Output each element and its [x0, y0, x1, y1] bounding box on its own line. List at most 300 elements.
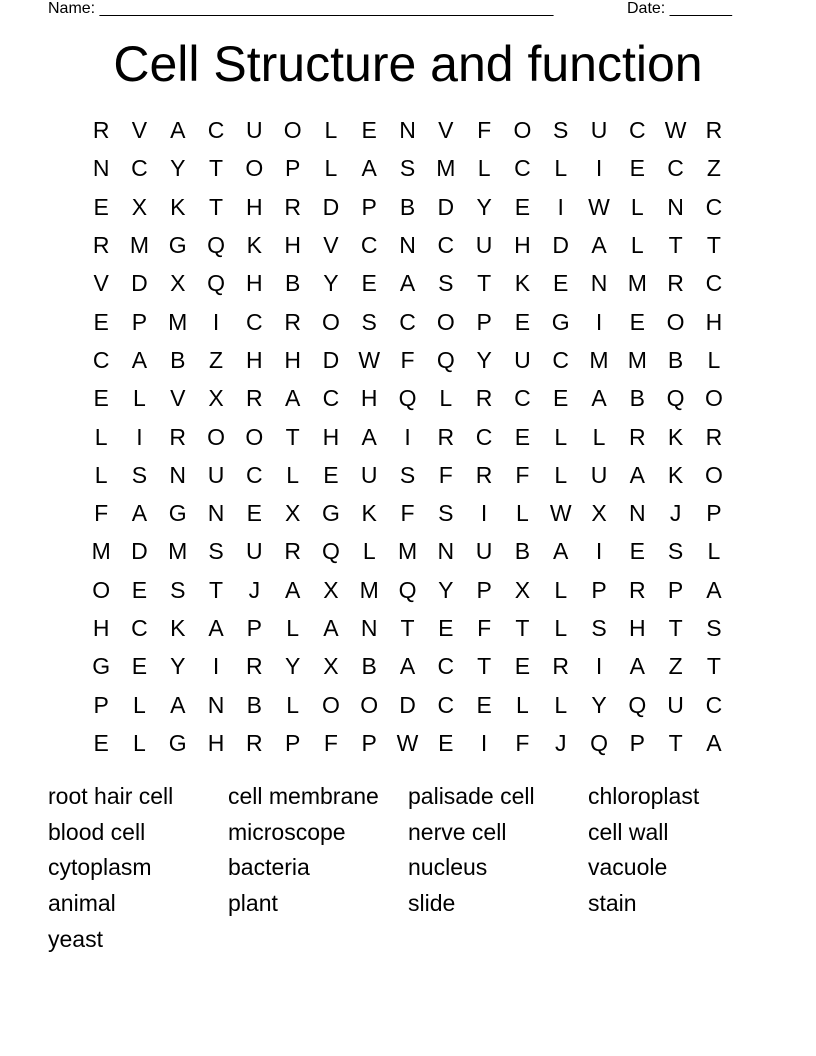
grid-letter: B	[170, 346, 186, 373]
grid-row	[82, 264, 733, 302]
grid-letter: I	[136, 423, 143, 450]
grid-letter: S	[553, 117, 569, 144]
grid-letter: M	[168, 538, 188, 565]
grid-letter: B	[667, 346, 684, 373]
grid-letter: R	[284, 308, 301, 335]
grid-letter: E	[514, 423, 531, 450]
grid-letter: N	[399, 117, 416, 144]
grid-letter: E	[629, 155, 645, 182]
grid-letter: C	[322, 385, 340, 412]
grid-letter: V	[93, 270, 109, 297]
grid-letter: V	[323, 232, 339, 259]
grid-letter: I	[595, 653, 603, 680]
grid-letter: I	[595, 308, 603, 335]
grid-letter: L	[516, 691, 529, 718]
grid-letter: T	[285, 423, 300, 450]
grid-row	[82, 111, 733, 149]
grid-letter: X	[131, 193, 148, 220]
grid-letter: C	[514, 385, 531, 412]
grid-letter: L	[133, 691, 146, 718]
grid-letter: O	[704, 385, 723, 412]
grid-letter: G	[92, 653, 111, 680]
grid-letter: P	[591, 576, 607, 603]
grid-letter: Z	[706, 155, 721, 182]
grid-letter: P	[246, 615, 262, 641]
grid-row	[82, 149, 733, 187]
grid-letter: P	[361, 193, 377, 220]
grid-letter: H	[284, 346, 301, 373]
grid-letter: W	[588, 193, 610, 220]
grid-letter: K	[170, 615, 186, 641]
grid-letter: Q	[666, 385, 685, 412]
grid-letter: M	[359, 576, 379, 603]
grid-letter: V	[170, 385, 186, 412]
grid-letter: B	[284, 270, 301, 297]
word-list-item: animal	[48, 890, 116, 917]
grid-letter: E	[93, 193, 109, 220]
grid-letter: O	[321, 691, 340, 718]
grid-row	[82, 226, 733, 264]
grid-letter: O	[245, 155, 264, 182]
grid-letter: E	[93, 308, 109, 335]
grid-letter: N	[169, 461, 187, 488]
grid-letter: A	[629, 653, 645, 680]
grid-letter: Q	[398, 385, 417, 412]
grid-letter: S	[131, 461, 148, 488]
grid-letter: U	[475, 538, 493, 565]
grid-letter: C	[92, 346, 110, 373]
grid-letter: P	[476, 308, 492, 335]
grid-letter: O	[321, 308, 340, 335]
grid-letter: L	[707, 538, 721, 565]
grid-letter: L	[286, 461, 300, 488]
grid-letter: S	[438, 270, 454, 297]
grid-letter: R	[437, 423, 455, 450]
word-list-item: chloroplast	[588, 783, 700, 809]
grid-letter: P	[706, 500, 722, 527]
grid-letter: C	[437, 691, 455, 718]
grid-letter: W	[358, 346, 381, 373]
grid-letter: Y	[170, 653, 186, 680]
grid-letter: Y	[476, 346, 492, 373]
grid-letter: X	[323, 576, 339, 603]
grid-letter: L	[707, 346, 721, 373]
grid-letter: N	[207, 500, 225, 527]
grid-letter: U	[246, 117, 263, 144]
grid-letter: L	[592, 423, 606, 450]
grid-letter: X	[514, 576, 531, 603]
grid-letter: U	[667, 691, 684, 718]
grid-letter: I	[212, 308, 220, 335]
grid-letter: L	[554, 576, 568, 603]
grid-letter: O	[283, 117, 302, 144]
grid-letter: X	[323, 653, 339, 680]
grid-letter: A	[131, 346, 148, 373]
grid-letter: Z	[668, 653, 683, 680]
word-list-item: slide	[408, 890, 456, 917]
grid-letter: W	[549, 500, 572, 527]
grid-row	[82, 456, 733, 494]
grid-letter: H	[628, 615, 646, 641]
grid-letter: C	[360, 232, 378, 259]
grid-letter: R	[475, 385, 493, 412]
grid-letter: Y	[170, 155, 186, 182]
grid-letter: I	[480, 500, 488, 527]
grid-letter: I	[480, 729, 488, 756]
word-list-item: stain	[588, 890, 637, 917]
grid-letter: L	[630, 193, 644, 220]
grid-letter: A	[361, 423, 377, 450]
grid-letter: G	[168, 500, 187, 527]
grid-letter: C	[705, 270, 723, 297]
grid-row	[82, 647, 733, 685]
date-field-label: Date: _______	[627, 0, 732, 17]
grid-letter: T	[706, 653, 721, 680]
grid-letter: P	[476, 576, 492, 603]
grid-letter: Q	[398, 576, 417, 603]
grid-letter: D	[552, 232, 570, 259]
word-list-item: nucleus	[408, 854, 488, 881]
grid-letter: T	[400, 615, 415, 641]
grid-letter: J	[669, 500, 682, 527]
grid-letter: T	[668, 729, 683, 756]
grid-letter: R	[552, 653, 570, 680]
grid-letter: C	[399, 308, 416, 335]
grid-letter: N	[360, 615, 378, 641]
grid-letter: N	[590, 270, 608, 297]
grid-letter: N	[667, 193, 684, 220]
grid-letter: X	[170, 270, 186, 297]
grid-row	[82, 609, 733, 647]
grid-letter: S	[706, 615, 722, 641]
grid-letter: E	[514, 308, 531, 335]
grid-letter: H	[246, 346, 263, 373]
grid-letter: O	[207, 423, 225, 450]
grid-letter: H	[360, 385, 378, 412]
grid-row	[82, 188, 733, 226]
word-list-item: vacuole	[588, 854, 668, 881]
grid-letter: G	[168, 729, 187, 756]
grid-letter: L	[324, 155, 338, 182]
grid-letter: U	[246, 538, 263, 565]
grid-letter: R	[246, 729, 263, 756]
grid-letter: A	[170, 117, 186, 144]
grid-letter: A	[706, 729, 722, 756]
grid-row	[82, 302, 733, 340]
grid-letter: S	[170, 576, 186, 603]
grid-letter: W	[664, 117, 687, 144]
grid-letter: Y	[438, 576, 454, 603]
grid-row	[82, 685, 733, 723]
grid-letter: L	[362, 538, 376, 565]
grid-letter: U	[590, 461, 608, 488]
name-field-label: Name: ___________________________________________________	[48, 0, 554, 17]
word-list-item: palisade cell	[408, 783, 535, 809]
grid-letter: O	[92, 576, 111, 603]
grid-letter: J	[248, 576, 261, 603]
grid-letter: H	[705, 308, 723, 335]
grid-letter: S	[591, 615, 607, 641]
grid-letter: O	[513, 117, 532, 144]
grid-letter: F	[94, 500, 109, 527]
grid-letter: U	[475, 232, 493, 259]
grid-letter: A	[284, 385, 301, 412]
grid-letter: O	[666, 308, 685, 335]
grid-letter: J	[554, 729, 567, 756]
grid-letter: X	[284, 500, 301, 527]
grid-letter: I	[212, 653, 220, 680]
grid-letter: F	[477, 117, 492, 144]
grid-letter: E	[514, 653, 531, 680]
grid-row	[82, 571, 733, 609]
grid-letter: U	[514, 346, 531, 373]
grid-letter: L	[554, 423, 568, 450]
grid-letter: H	[514, 232, 531, 259]
grid-letter: R	[628, 576, 646, 603]
grid-letter: Y	[284, 653, 301, 680]
grid-letter: L	[439, 385, 453, 412]
grid-letter: L	[554, 155, 568, 182]
grid-letter: S	[399, 155, 416, 182]
grid-letter: I	[404, 423, 411, 450]
grid-letter: C	[246, 308, 263, 335]
grid-letter: B	[629, 385, 645, 412]
grid-letter: M	[129, 232, 150, 259]
grid-letter: R	[92, 117, 110, 144]
grid-letter: Y	[323, 270, 339, 297]
grid-letter: A	[399, 270, 416, 297]
grid-letter: K	[170, 193, 186, 220]
grid-letter: E	[438, 729, 454, 756]
grid-letter: R	[628, 423, 646, 450]
grid-letter: F	[515, 461, 530, 488]
grid-letter: A	[706, 576, 722, 603]
grid-letter: N	[437, 538, 455, 565]
grid-letter: F	[477, 615, 492, 641]
grid-letter: U	[590, 117, 608, 144]
word-list-item: blood cell	[48, 818, 146, 845]
grid-letter: V	[131, 117, 148, 144]
grid-letter: R	[475, 461, 493, 488]
grid-letter: E	[553, 385, 569, 412]
grid-letter: C	[705, 193, 723, 220]
grid-letter: A	[131, 500, 148, 527]
grid-letter: M	[397, 538, 418, 565]
grid-letter: D	[399, 691, 416, 718]
grid-letter: P	[629, 729, 645, 756]
grid-row	[82, 494, 733, 532]
word-list-item: root hair cell	[48, 783, 174, 809]
grid-letter: X	[591, 500, 607, 527]
grid-row	[82, 724, 733, 762]
grid-letter: G	[551, 308, 570, 335]
grid-letter: R	[284, 538, 301, 565]
grid-letter: F	[323, 729, 338, 756]
grid-letter: B	[514, 538, 531, 565]
grid-letter: B	[399, 193, 416, 220]
grid-letter: F	[400, 500, 415, 527]
grid-letter: W	[396, 729, 419, 756]
grid-letter: M	[627, 346, 647, 373]
grid-letter: N	[399, 232, 416, 259]
grid-letter: O	[245, 423, 264, 450]
grid-letter: A	[629, 461, 645, 488]
grid-letter: E	[629, 538, 645, 565]
grid-letter: L	[286, 691, 300, 718]
grid-letter: R	[705, 117, 723, 144]
grid-letter: C	[514, 155, 531, 182]
grid-letter: K	[361, 500, 377, 527]
grid-letter: E	[438, 615, 454, 641]
grid-letter: T	[668, 232, 683, 259]
grid-letter: E	[476, 691, 492, 718]
grid-row	[82, 532, 733, 570]
grid-letter: H	[246, 193, 263, 220]
grid-letter: M	[91, 538, 111, 565]
grid-letter: T	[706, 232, 721, 259]
word-list-item: bacteria	[228, 854, 310, 881]
grid-letter: F	[438, 461, 453, 488]
grid-letter: Z	[209, 346, 224, 373]
grid-letter: F	[515, 729, 530, 756]
grid-letter: R	[246, 653, 263, 680]
grid-letter: C	[667, 155, 684, 182]
grid-letter: O	[360, 691, 379, 718]
grid-letter: M	[589, 346, 609, 373]
grid-letter: D	[322, 346, 340, 373]
grid-letter: N	[628, 500, 646, 527]
grid-letter: P	[93, 691, 109, 718]
grid-letter: T	[209, 193, 224, 220]
word-list-item: microscope	[228, 818, 346, 845]
grid-letter: G	[168, 232, 187, 259]
grid-letter: T	[209, 576, 224, 603]
word-list-item: cell wall	[588, 818, 669, 845]
grid-letter: L	[286, 615, 300, 641]
grid-letter: Q	[590, 729, 608, 756]
grid-letter: Q	[207, 232, 225, 259]
grid-letter: U	[360, 461, 378, 488]
word-list-item: cell membrane	[228, 783, 379, 809]
grid-letter: U	[207, 461, 225, 488]
grid-letter: H	[246, 270, 263, 297]
grid-letter: C	[131, 155, 148, 182]
grid-letter: C	[475, 423, 493, 450]
grid-letter: S	[667, 538, 684, 565]
grid-letter: A	[323, 615, 339, 641]
grid-letter: Q	[436, 346, 455, 373]
grid-letter: E	[246, 500, 262, 527]
grid-letter: E	[361, 270, 377, 297]
grid-letter: Q	[321, 538, 340, 565]
grid-letter: R	[705, 423, 723, 450]
grid-letter: X	[208, 385, 224, 412]
grid-letter: A	[208, 615, 224, 641]
grid-letter: T	[515, 615, 530, 641]
grid-letter: V	[438, 117, 454, 144]
grid-letter: K	[514, 270, 531, 297]
grid-letter: T	[477, 270, 492, 297]
grid-row	[82, 417, 733, 455]
grid-letter: R	[246, 385, 263, 412]
grid-letter: A	[553, 538, 569, 565]
grid-row	[82, 379, 733, 417]
grid-letter: R	[169, 423, 187, 450]
grid-letter: D	[437, 193, 455, 220]
grid-letter: D	[131, 538, 148, 565]
grid-letter: L	[477, 155, 491, 182]
grid-letter: R	[284, 193, 301, 220]
grid-letter: C	[705, 691, 723, 718]
grid-letter: A	[591, 385, 607, 412]
grid-letter: Q	[628, 691, 647, 718]
grid-letter: M	[168, 308, 188, 335]
grid-letter: C	[437, 232, 455, 259]
grid-letter: I	[557, 193, 564, 220]
grid-letter: C	[207, 117, 225, 144]
grid-letter: S	[438, 500, 454, 527]
grid-letter: L	[94, 461, 108, 488]
word-list-item: nerve cell	[408, 818, 507, 845]
grid-letter: O	[704, 461, 723, 488]
grid-letter: L	[554, 615, 568, 641]
grid-letter: A	[399, 653, 416, 680]
grid-letter: T	[209, 155, 224, 182]
grid-letter: P	[361, 729, 377, 756]
grid-letter: P	[284, 729, 301, 756]
grid-letter: B	[246, 691, 262, 718]
letter-grid	[82, 111, 733, 762]
grid-letter: D	[322, 193, 340, 220]
grid-letter: P	[131, 308, 148, 335]
word-list	[48, 779, 768, 957]
grid-letter: H	[284, 232, 301, 259]
grid-letter: A	[284, 576, 301, 603]
grid-letter: E	[93, 385, 109, 412]
page-title: Cell Structure and function	[113, 36, 703, 92]
word-list-item: yeast	[48, 925, 103, 952]
grid-letter: A	[170, 691, 186, 718]
grid-letter: C	[131, 615, 148, 641]
grid-letter: N	[207, 691, 225, 718]
grid-letter: P	[667, 576, 684, 603]
grid-letter: C	[246, 461, 263, 488]
grid-row	[82, 341, 733, 379]
grid-letter: G	[321, 500, 340, 527]
grid-letter: O	[436, 308, 455, 335]
grid-letter: C	[628, 117, 646, 144]
grid-letter: E	[553, 270, 569, 297]
grid-letter: K	[246, 232, 262, 259]
grid-letter: Q	[207, 270, 225, 297]
grid-letter: H	[207, 729, 225, 756]
grid-letter: K	[667, 423, 684, 450]
grid-letter: F	[400, 346, 415, 373]
grid-letter: L	[133, 385, 146, 412]
grid-letter: S	[361, 308, 377, 335]
grid-letter: E	[131, 653, 148, 680]
grid-letter: L	[324, 117, 338, 144]
grid-letter: C	[437, 653, 455, 680]
grid-letter: Y	[476, 193, 492, 220]
grid-letter: H	[92, 615, 110, 641]
grid-letter: L	[554, 691, 568, 718]
grid-letter: M	[627, 270, 647, 297]
grid-letter: M	[436, 155, 456, 182]
grid-letter: S	[399, 461, 416, 488]
grid-letter: D	[131, 270, 148, 297]
word-list-item: cytoplasm	[48, 854, 152, 881]
